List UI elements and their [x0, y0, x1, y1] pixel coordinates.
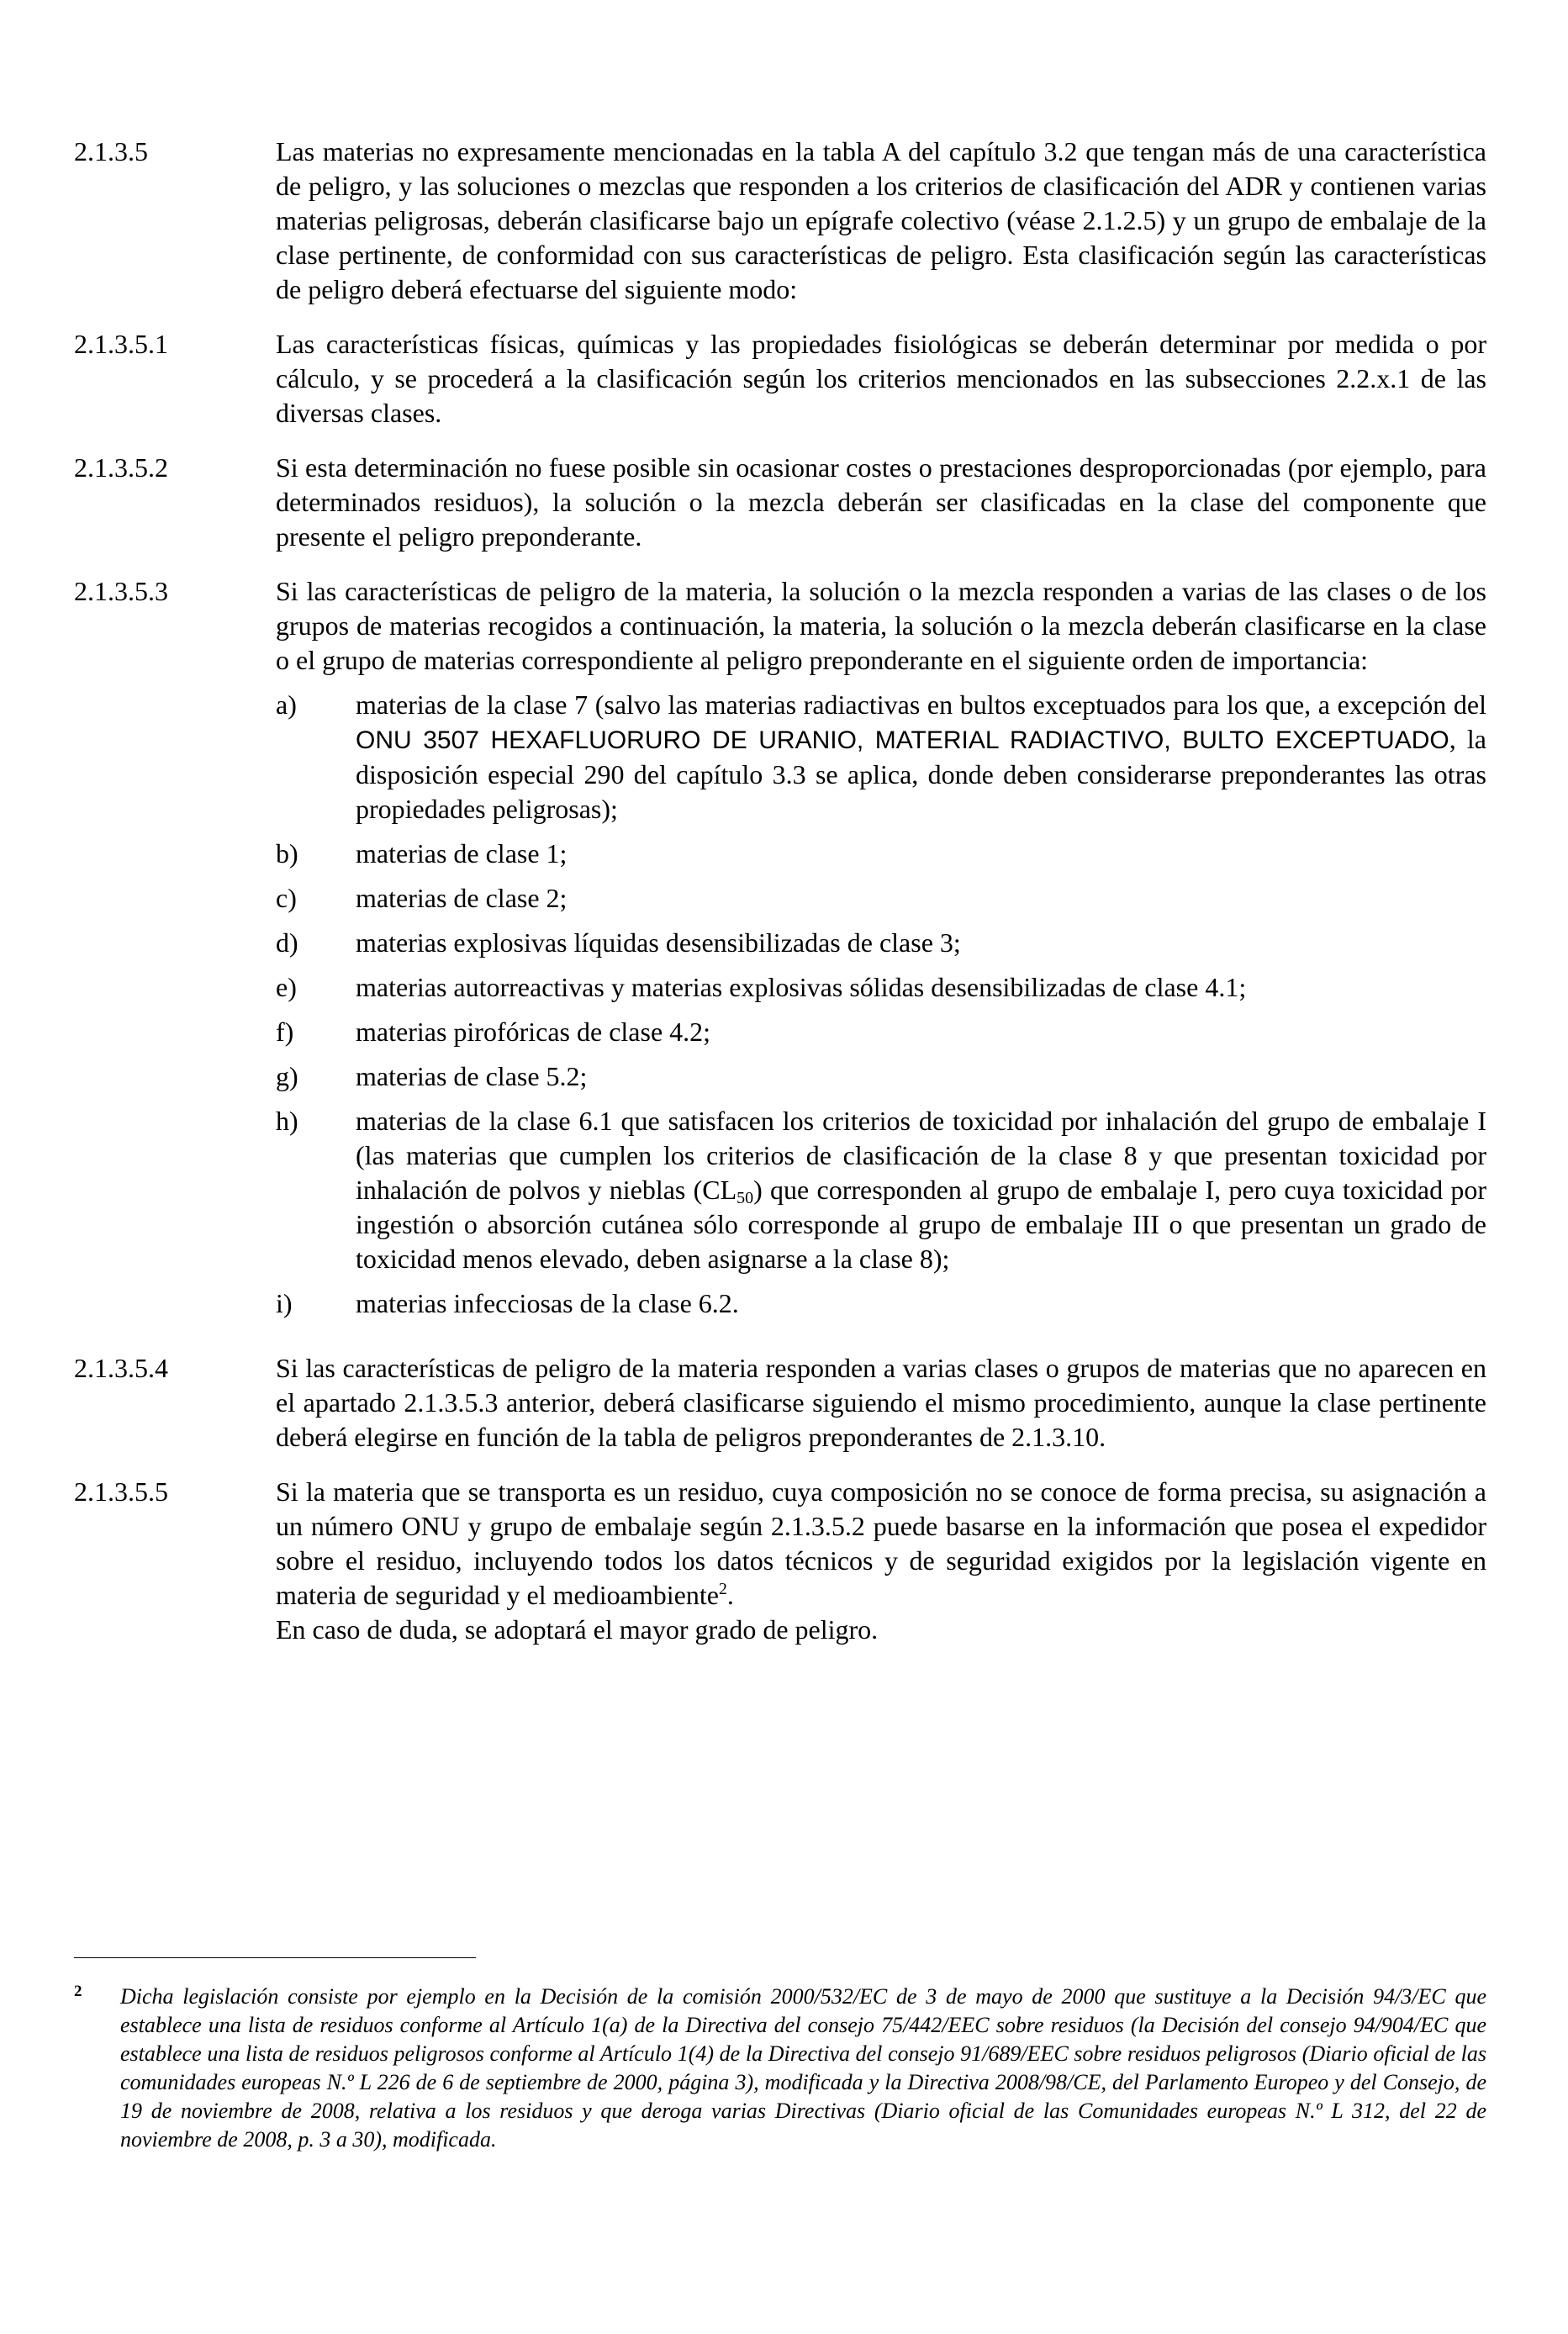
section-2-1-3-5-1 — [74, 327, 1486, 430]
item-text-part: , la disposición especial 290 del capítulo 3.3 se aplica, donde deben considerarse preponderantes las otras propiedades peligrosas); — [356, 724, 1487, 824]
section-number: 2.1.3.5.1 — [74, 329, 168, 359]
item-text: materias pirofóricas de clase 4.2; — [356, 1017, 711, 1047]
item-text: materias infecciosas de la clase 6.2. — [356, 1288, 739, 1318]
section-number: 2.1.3.5.3 — [74, 576, 168, 606]
section-text: Si las características de peligro de la materia responden a varias clases o grupos de materias que no aparecen en el apartado 2.1.3.5.3 anterior, deberá clasificarse siguiendo el mismo procedimiento, aunque la clase pertinente deberá elegirse en función de la tabla de peligros preponderantes de 2.1.3.10. — [276, 1353, 1486, 1452]
section-2-1-3-5-2 — [74, 451, 1486, 554]
list-item — [276, 837, 1486, 871]
item-text-part: materias de la clase 6.1 que satisfacen los criterios de toxicidad por inhalación del grupo de embalaje I (las materias que cumplen los criterios de clasificación de la clase 8 y que presentan toxicidad por inhalación de polvos y nieblas (CL — [356, 1106, 1486, 1205]
footnote-mark: 2 — [74, 1983, 82, 2000]
item-letter: d) — [276, 927, 298, 958]
item-letter: h) — [276, 1106, 298, 1136]
item-text — [356, 1104, 1486, 1276]
list-item — [276, 1104, 1486, 1276]
section-number: 2.1.3.5 — [74, 136, 148, 166]
item-text: materias de clase 2; — [356, 883, 568, 913]
section-2-1-3-5-5 — [74, 1475, 1486, 1647]
page-body — [74, 135, 1486, 1667]
section-note: En caso de duda, se adoptará el mayor grado de peligro. — [276, 1614, 879, 1645]
section-2-1-3-5 — [74, 135, 1486, 307]
item-text: materias explosivas líquidas desensibilizadas de clase 3; — [356, 927, 961, 958]
item-text: materias de clase 1; — [356, 838, 568, 869]
priority-list — [276, 688, 1486, 1321]
item-letter: c) — [276, 883, 297, 913]
list-item — [276, 926, 1486, 960]
section-number: 2.1.3.5.4 — [74, 1353, 168, 1383]
footnote-text: Dicha legislación consiste por ejemplo en la Decisión de la comisión 2000/532/EC de 3 de mayo de 2000 que sustituye a la Decisión 94/3/EC que establece una lista de residuos conforme al Artículo 1(a) de la Directiva del consejo 75/442/EEC sobre residuos (la Decisión del consejo 94/904/EC que establece una lista de residuos peligrosos conforme al Artículo 1(4) de la Directiva del consejo 91/689/EEC sobre residuos peligrosos (Diario oficial de las comunidades europeas N.º L 226 de 6 de septiembre de 2000, página 3), modificada y la Directiva 2008/98/CE, del Parlamento Europeo y del Consejo, de 19 de noviembre de 2008, relativa a los residuos y que deroga varias Directivas (Diario oficial de las Comunidades europeas N.º L 312, del 22 de noviembre de 2008, p. 3 a 30), modificada. — [120, 1984, 1486, 2152]
section-text: Si esta determinación no fuese posible sin ocasionar costes o prestaciones desproporcionadas (por ejemplo, para determinados residuos), la solución o la mezcla deberán ser clasificadas en la clase del componente que presente el peligro preponderante. — [276, 452, 1486, 552]
item-letter: e) — [276, 972, 297, 1002]
section-number: 2.1.3.5.5 — [74, 1476, 168, 1507]
item-letter: g) — [276, 1061, 298, 1091]
item-text: materias de clase 5.2; — [356, 1061, 588, 1091]
footnote-ref[interactable]: 2 — [718, 1580, 727, 1598]
list-item — [276, 1059, 1486, 1094]
list-item — [276, 1015, 1486, 1049]
section-2-1-3-5-3 — [74, 574, 1486, 1331]
subscript: 50 — [736, 1189, 754, 1207]
section-2-1-3-5-4 — [74, 1351, 1486, 1455]
item-text — [356, 688, 1486, 826]
item-text-part: ) que corresponden al grupo de embalaje I, pero cuya toxicidad por ingestión o absorción cutánea sólo corresponde al grupo de embalaje III o que presentan un grado de toxicidad menos elevado, deben asignarse a la clase 8); — [356, 1175, 1487, 1274]
item-letter: f) — [276, 1017, 294, 1047]
un-entry-name: ONU 3507 HEXAFLUORURO DE URANIO, MATERIAL RADIACTIVO, BULTO EXCEPTUADO — [356, 726, 1449, 754]
section-text: Las materias no expresamente mencionadas en la tabla A del capítulo 3.2 que tengan más de una característica de peligro, y las soluciones o mezclas que responden a los criterios de clasificación del ADR y contienen varias materias peligrosas, deberán clasificarse bajo un epígrafe colectivo (véase 2.1.2.5) y un grupo de embalaje de la clase pertinente, de conformidad con sus características de peligro. Esta clasificación según las características de peligro deberá efectuarse del siguiente modo: — [276, 136, 1486, 304]
item-letter: a) — [276, 689, 297, 720]
item-letter: i) — [276, 1288, 293, 1318]
list-item — [276, 688, 1486, 826]
section-text: Las características físicas, químicas y las propiedades fisiológicas se deberán determinar por medida o por cálculo, y se procederá a la clasificación según los criterios mencionados en las subsecciones 2.2.x.1 de las diversas clases. — [276, 329, 1486, 428]
list-item — [276, 970, 1486, 1005]
section-number: 2.1.3.5.2 — [74, 452, 168, 483]
list-item — [276, 881, 1486, 916]
list-item — [276, 1286, 1486, 1321]
footnote — [74, 1983, 1486, 2154]
item-letter: b) — [276, 838, 298, 869]
section-text-part: Si la materia que se transporta es un residuo, cuya composición no se conoce de forma precisa, su asignación a un número ONU y grupo de embalaje según 2.1.3.5.2 puede basarse en la información que posea el expedidor sobre el residuo, incluyendo todos los datos técnicos y de seguridad exigidos por la legislación vigente en materia de seguridad y el medioambiente — [276, 1476, 1486, 1610]
footnote-separator — [74, 1957, 476, 1958]
item-text-part: materias de la clase 7 (salvo las materias radiactivas en bultos exceptuados para los que, a excepción del — [356, 689, 1486, 720]
section-text — [276, 1475, 1486, 1613]
item-text: materias autorreactivas y materias explosivas sólidas desensibilizadas de clase 4.1; — [356, 972, 1247, 1002]
section-text: Si las características de peligro de la materia, la solución o la mezcla responden a varias de las clases o de los grupos de materias recogidos a continuación, la materia, la solución o la mezcla deberán clasificarse en la clase o el grupo de materias correspondiente al peligro preponderante en el siguiente orden de importancia: — [276, 576, 1486, 675]
section-text-end: . — [726, 1580, 734, 1610]
